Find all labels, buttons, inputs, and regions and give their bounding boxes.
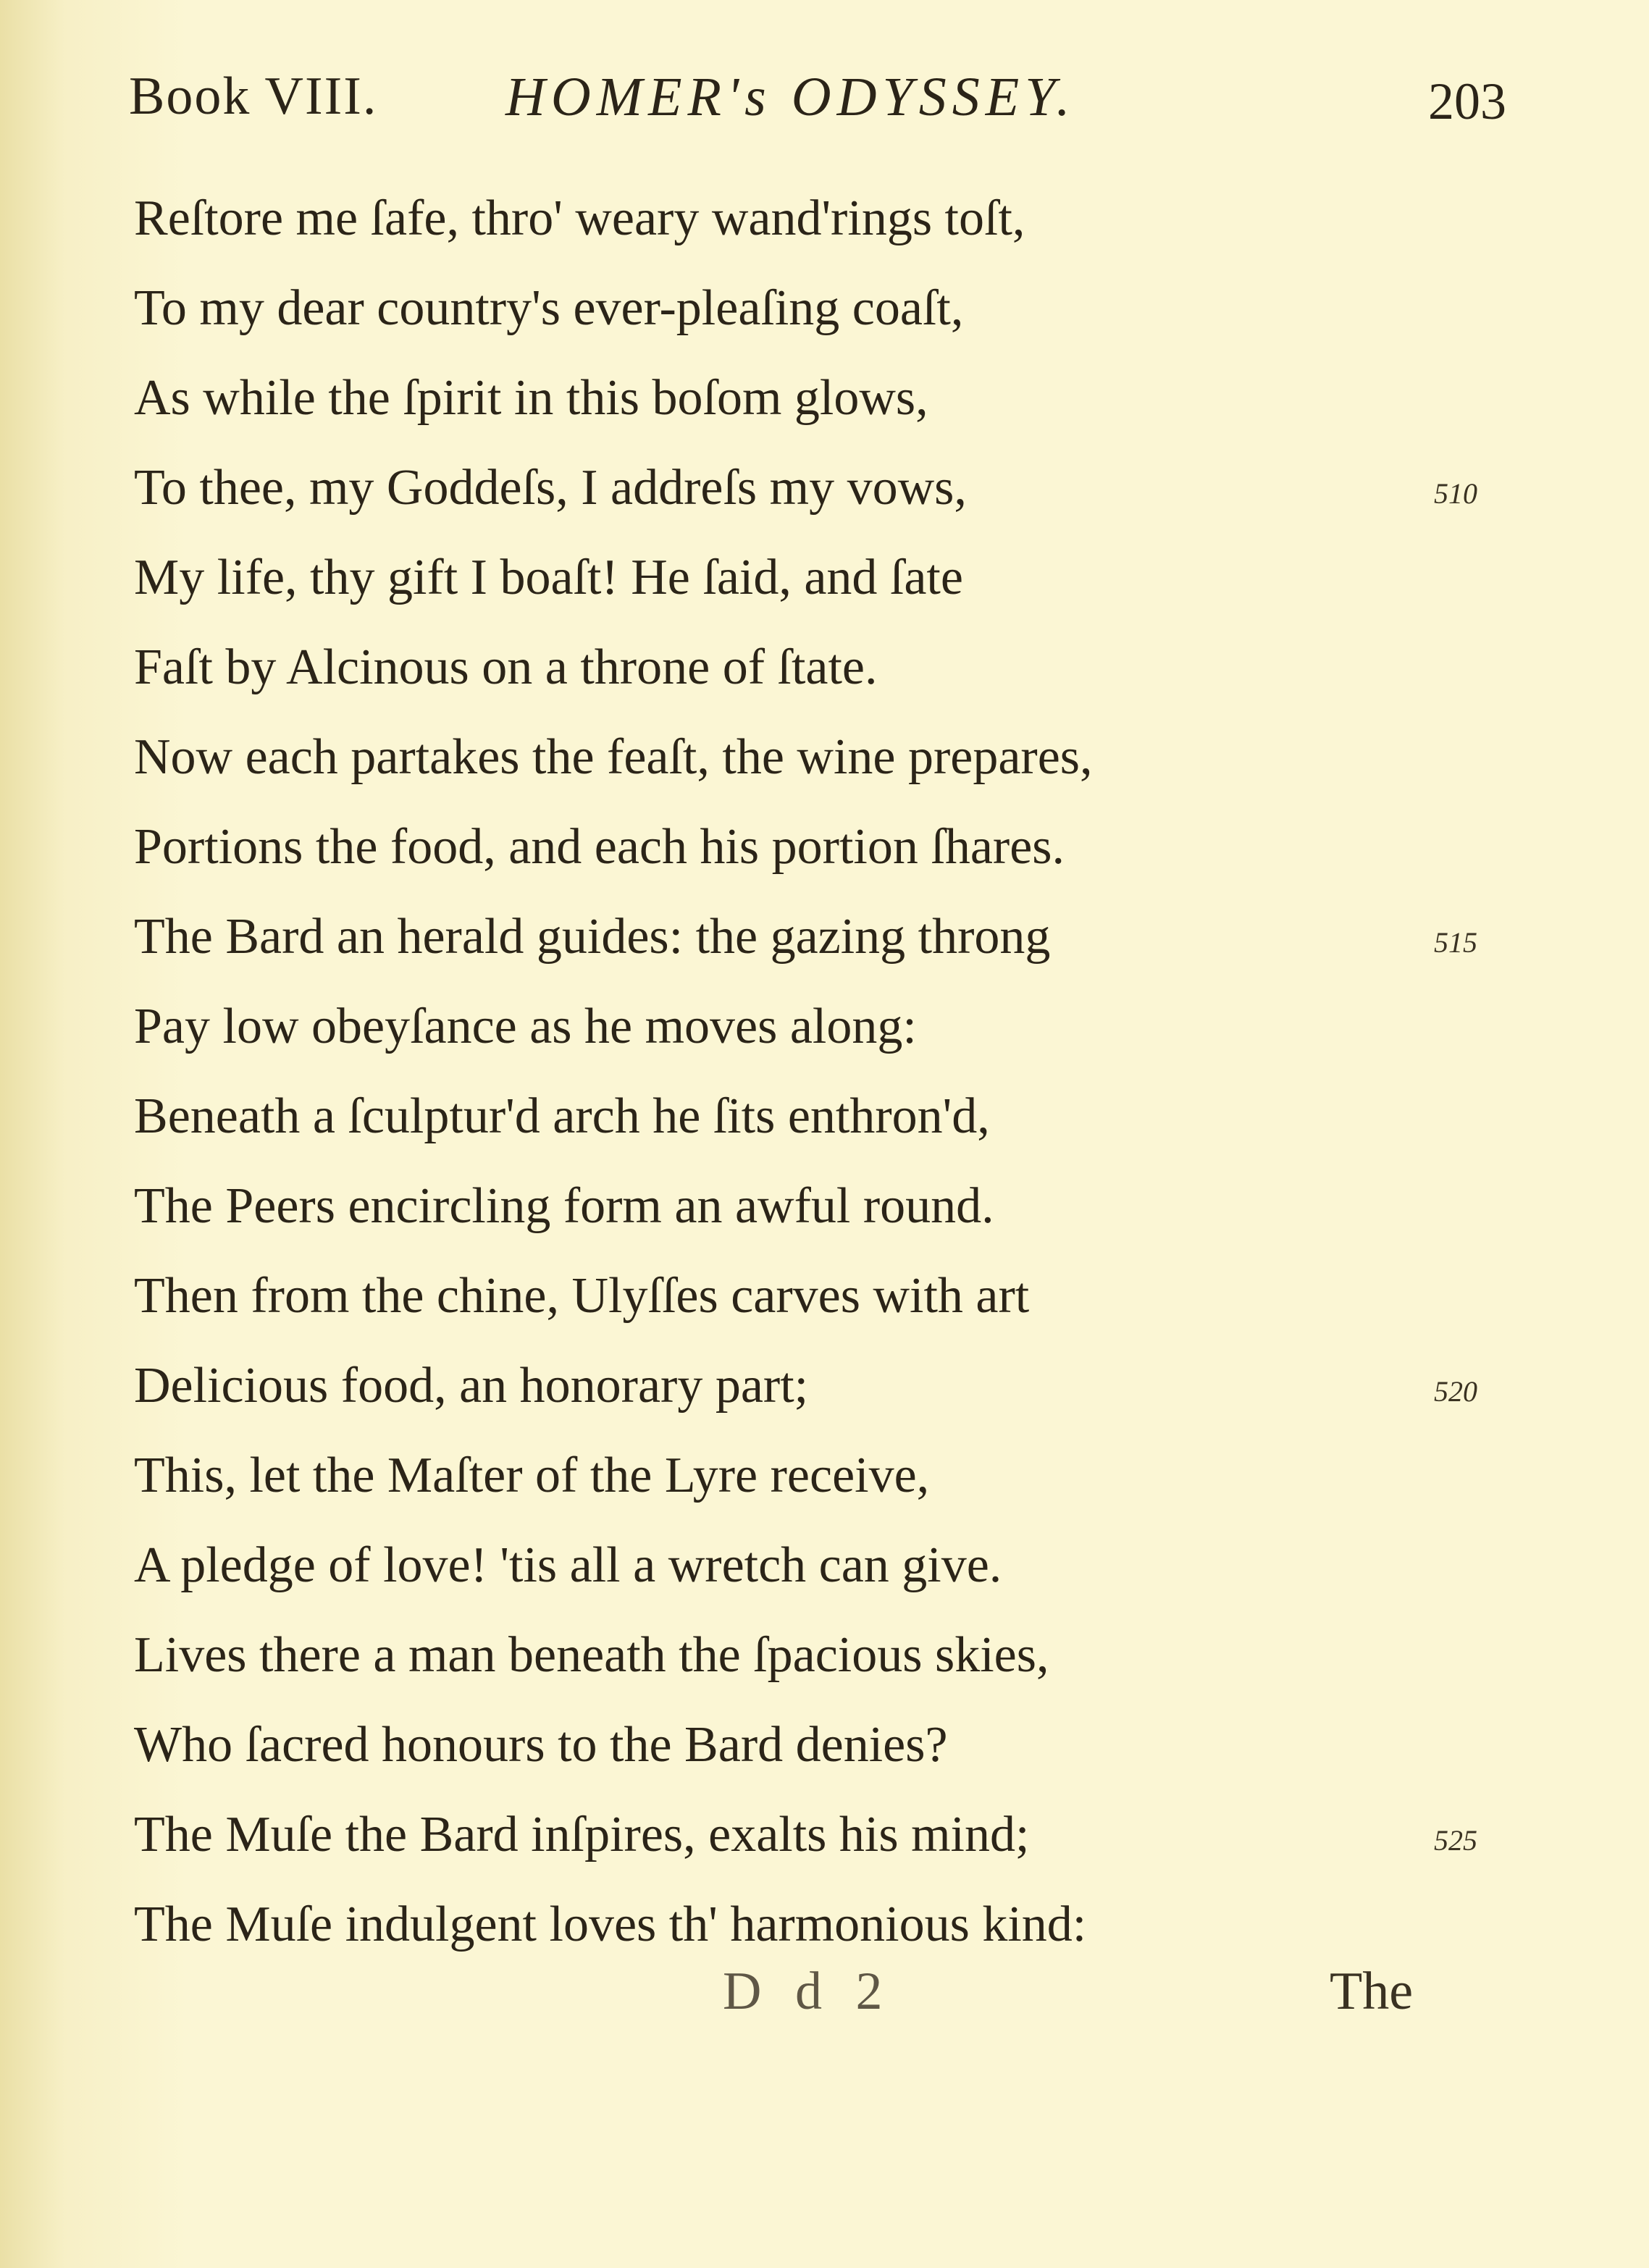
line-number: 510 [1434,477,1477,510]
verse-text: Pay low obeyſance as he moves along: [134,999,917,1054]
verse-line [134,623,1546,713]
running-header [0,65,1649,152]
verse-text: As while the ſpirit in this boſom glows, [134,370,928,426]
catchword: The [1330,1962,1414,2021]
verse-text: Reſtore me ſafe, thro' weary wand'rings toſt, [134,190,1025,246]
line-number: 515 [1434,926,1477,959]
verse-line [134,1880,1546,1970]
verse-line [134,1700,1546,1790]
verse-text: Now each partakes the feaſt, the wine prepares, [134,729,1093,785]
verse-text: To my dear country's ever-pleaſing coaſt, [134,280,964,336]
verse-text: This, let the Maſter of the Lyre receive, [134,1448,930,1503]
page-number: 203 [1428,72,1506,130]
verse-line [134,533,1546,623]
verse-text: The Muſe the Bard inſpires, exalts his mind; [134,1807,1030,1862]
verse-line [134,174,1546,264]
verse-text: To thee, my Goddeſs, I addreſs my vows, [134,460,967,516]
verse-text: My life, thy gift I boaſt! He ſaid, and ſate [134,550,963,605]
verse-line [134,264,1546,353]
signature-mark: D d 2 [723,1962,893,2021]
verse-text: Lives there a man beneath the ſpacious skies, [134,1627,1049,1683]
verse-line [134,1162,1546,1251]
verse-line [134,713,1546,802]
verse-text: Who ſacred honours to the Bard denies? [134,1717,948,1773]
verse-text: A pledge of love! 'tis all a wretch can give. [134,1537,1002,1593]
verse-line [134,1610,1546,1700]
verse-text: Then from the chine, Ulyſſes carves with art [134,1268,1030,1324]
verse-line [134,892,1546,982]
verse-text: Faſt by Alcinous on a throne of ſtate. [134,639,878,695]
running-title: HOMER's ODYSSEY. [505,67,1076,127]
verse-text: The Bard an herald guides: the gazing throng [134,909,1051,965]
line-number: 525 [1434,1824,1477,1857]
verse-line [134,1251,1546,1341]
page-footer [0,1961,1649,2033]
verse-line [134,982,1546,1072]
verse-text: The Muſe indulgent loves th' harmonious kind: [134,1897,1087,1952]
line-number: 520 [1434,1375,1477,1408]
verse-line [134,443,1546,533]
verse-list [134,174,1546,1970]
verse-text: Delicious food, an honorary part; [134,1358,809,1414]
verse-line [134,1072,1546,1162]
verse-text: The Peers encircling form an awful round. [134,1178,994,1234]
verse-line [134,802,1546,892]
verse-line [134,1521,1546,1610]
verse-text: Beneath a ſculptur'd arch he ſits enthron'd, [134,1088,990,1144]
book-label: Book VIII. [129,67,378,126]
verse-line [134,353,1546,443]
verse-line [134,1431,1546,1521]
verse-line [134,1790,1546,1880]
verse-text: Portions the food, and each his portion ſhares. [134,819,1065,875]
verse-line [134,1341,1546,1431]
